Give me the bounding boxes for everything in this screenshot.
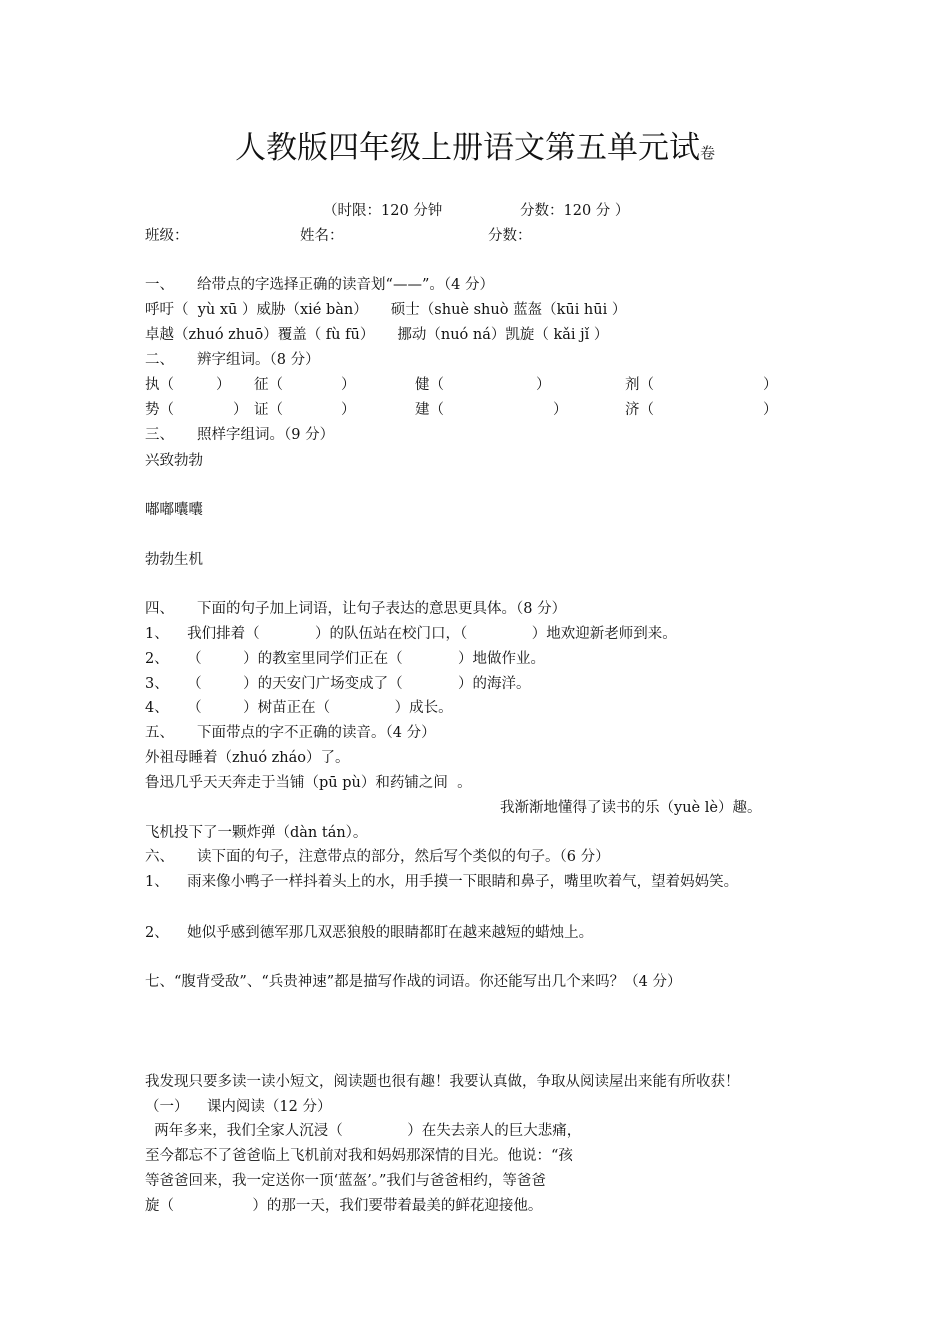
q6-item: 2、 她似乎感到德军那几双恶狼般的眼睛都盯在越来越短的蜡烛上。: [145, 925, 594, 941]
q5-item: 外祖母睡着（zhuó zháo）了。: [145, 750, 350, 766]
q2-cell: 执（: [145, 377, 174, 393]
q7-heading: 七、“腹背受敌”、“兵贵神速”都是描写作战的词语。你还能写出几个来吗？（4 分）: [145, 974, 682, 990]
name-label: 姓名：: [300, 228, 344, 244]
q2-cell: 势（: [145, 402, 174, 418]
q2-cell: ）: [763, 377, 778, 393]
q6-item: 1、 雨来像小鸭子一样抖着头上的水，用手摸一下眼睛和鼻子，嘴里吹着气，望着妈妈笑。: [145, 874, 739, 890]
q5-item: 鲁迅几乎天天奔走于当铺（pū pù）和药铺之间 。: [145, 775, 472, 791]
q5-heading: 五、 下面带点的字不正确的读音。（4 分）: [145, 725, 436, 741]
q2-cell: 证（: [254, 402, 283, 418]
q4-item: 4、 （ ）树苗正在（ ）成长。: [145, 700, 453, 716]
q2-cell: ）: [341, 377, 356, 393]
q2-cell: 征（: [254, 377, 283, 393]
reading-intro: 我发现只要多读一读小短文，阅读题也很有趣！我要认真做，争取从阅读屋出来能有所收获！: [145, 1074, 740, 1090]
q2-cell: ）: [536, 377, 551, 393]
reading-line: 两年多来，我们全家人沉浸（ ）在失去亲人的巨大悲痛，: [145, 1123, 582, 1139]
reading-line: 旋（ ）的那一天，我们要带着最美的鲜花迎接他。: [145, 1198, 543, 1214]
q1-line-2: 卓越（zhuó zhuō）覆盖（ fù fū） 挪动（nuó ná）凯旋（ kǎi jǐ ）: [145, 327, 609, 343]
q2-cell: 济（: [625, 402, 654, 418]
q6-heading: 六、 读下面的句子，注意带点的部分，然后写个类似的句子。（6 分）: [145, 849, 610, 865]
q2-cell: ）: [763, 402, 778, 418]
score-label: 分数：: [488, 228, 532, 244]
q1-heading: 一、 给带点的字选择正确的读音划“——”。（4 分）: [145, 277, 494, 293]
q2-cell: ）: [216, 377, 231, 393]
q4-item: 1、 我们排着（ ）的队伍站在校门口，（ ）地欢迎新老师到来。: [145, 626, 677, 642]
q1-line-1: 呼吁（ yù xū ）威胁（xié bàn） 硕士（shuè shuò 蓝盔（kūi hūi ）: [145, 302, 627, 318]
q4-item: 2、 （ ）的教室里同学们正在（ ）地做作业。: [145, 651, 545, 667]
q2-cell: ）: [233, 402, 248, 418]
total-score: 分数：120 分 ）: [520, 203, 630, 219]
time-limit: （时限：120 分钟: [323, 203, 443, 219]
reading-line: 等爸爸回来，我一定送你一顶‘蓝盔’。”我们与爸爸相约，等爸爸: [145, 1173, 546, 1189]
q2-cell: 剂（: [625, 377, 654, 393]
q2-cell: 建（: [415, 402, 444, 418]
q3-item: 嘟嘟囔囔: [145, 502, 203, 518]
q2-cell: ）: [553, 402, 568, 418]
reading-line: 至今都忘不了爸爸临上飞机前对我和妈妈那深情的目光。他说：“孩: [145, 1148, 573, 1164]
q5-item: 我渐渐地懂得了读书的乐（yuè lè）趣。: [500, 800, 762, 816]
q3-heading: 三、 照样字组词。（9 分）: [145, 427, 335, 443]
q3-item: 勃勃生机: [145, 552, 203, 568]
q2-cell: 健（: [415, 377, 444, 393]
q2-cell: ）: [341, 402, 356, 418]
q5-item: 飞机投下了一颗炸弹（dàn tán）。: [145, 825, 368, 841]
q4-item: 3、 （ ）的天安门广场变成了（ ）的海洋。: [145, 676, 531, 692]
page-title-tail: 卷: [699, 144, 715, 162]
reading-section-heading: （一） 课内阅读（12 分）: [145, 1099, 332, 1115]
page-title: 人教版四年级上册语文第五单元试卷: [234, 130, 715, 166]
q4-heading: 四、 下面的句子加上词语，让句子表达的意思更具体。（8 分）: [145, 601, 567, 617]
q2-heading: 二、 辨字组词。（8 分）: [145, 352, 320, 368]
class-label: 班级：: [145, 228, 189, 244]
q3-item: 兴致勃勃: [145, 453, 203, 469]
